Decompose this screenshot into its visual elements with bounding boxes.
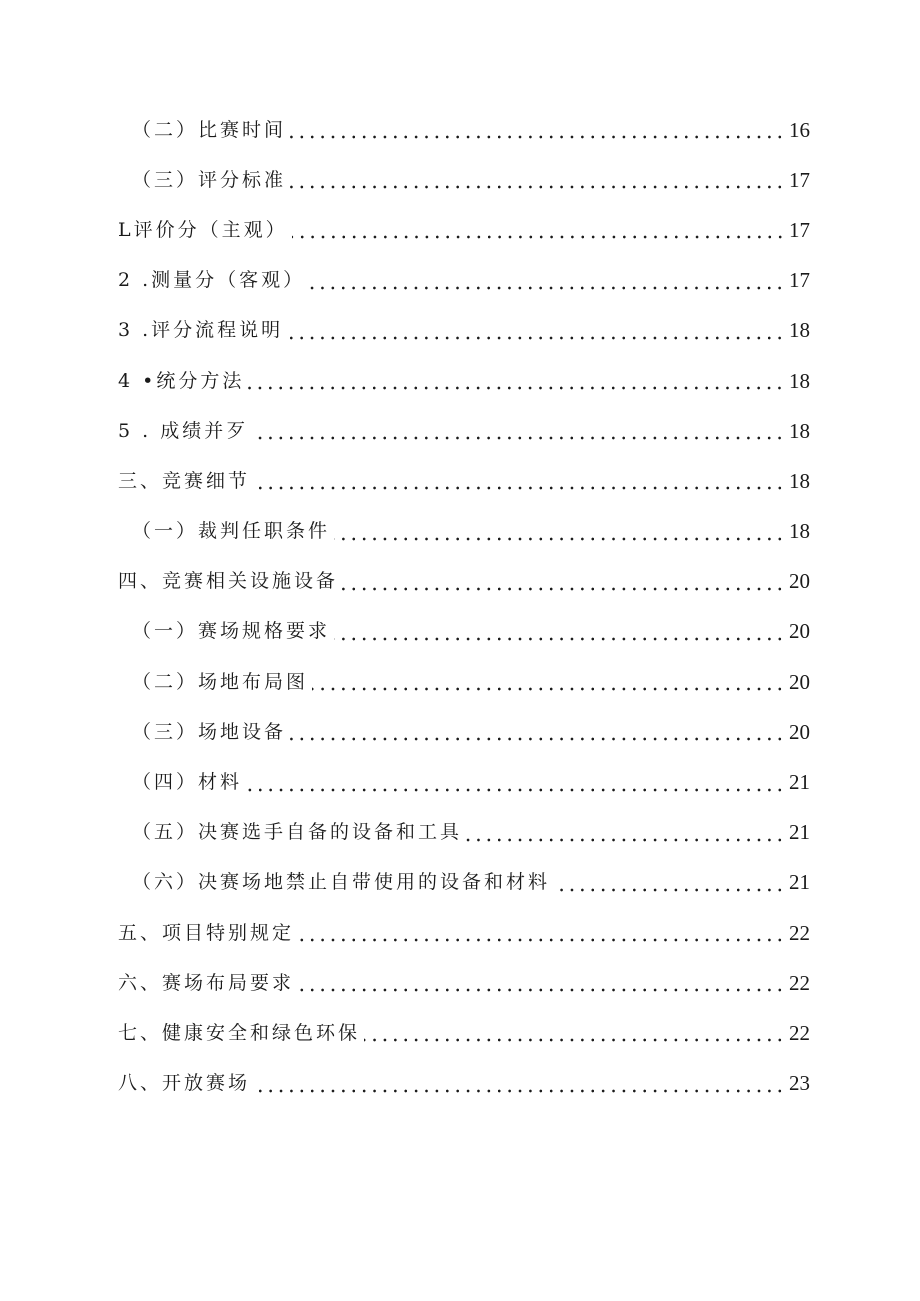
table-of-contents [0,105,920,1109]
toc-entry[interactable] [0,306,920,356]
toc-entry-title: （二）场地布局图 [132,670,309,693]
toc-entry-page-number: 16 [789,117,810,142]
toc-dot-leader [298,937,785,943]
toc-entry-page-number: 20 [789,569,810,594]
toc-entry-page-number: 20 [789,719,810,744]
toc-entry-page-number: 17 [789,167,810,192]
toc-entry[interactable] [0,607,920,657]
toc-entry-title: 5 . 成绩并歹 [118,419,249,442]
toc-entry-page-number: 18 [789,468,810,493]
toc-entry-title: （二）比赛时间 [132,118,287,141]
toc-dot-leader [246,787,785,793]
toc-entry-title: （三）评分标准 [132,168,287,191]
toc-dot-leader [364,1037,785,1043]
toc-entry[interactable] [0,1059,920,1109]
toc-entry-page-number: 18 [789,368,810,393]
toc-entry-title: 2 .测量分（客观） [118,269,306,292]
toc-entry-title: （三）场地设备 [132,720,287,743]
toc-entry-page-number: 22 [789,970,810,995]
toc-dot-leader [298,987,785,993]
toc-entry-title: 七、健康安全和绿色环保 [118,1021,361,1044]
toc-entry-page-number: 18 [789,318,810,343]
toc-dot-leader [287,335,785,341]
toc-entry-title: 3 .评分流程说明 [118,319,284,342]
toc-dot-leader [334,536,785,542]
toc-dot-leader [309,285,785,291]
toc-entry[interactable] [0,507,920,557]
toc-entry-title: （一）赛场规格要求 [132,620,331,643]
toc-entry[interactable] [0,858,920,908]
toc-entry-page-number: 18 [789,519,810,544]
toc-entry-title: （一）裁判任职条件 [132,520,331,543]
toc-entry[interactable] [0,105,920,155]
toc-dot-leader [466,837,785,843]
toc-entry-page-number: 21 [789,770,810,795]
toc-entry[interactable] [0,205,920,255]
toc-entry[interactable] [0,155,920,205]
toc-entry[interactable] [0,256,920,306]
toc-dot-leader [554,887,785,893]
toc-entry-page-number: 22 [789,1020,810,1045]
toc-dot-leader [248,385,785,391]
toc-dot-leader [334,636,785,642]
toc-entry[interactable] [0,958,920,1008]
toc-entry-page-number: 21 [789,870,810,895]
toc-entry-page-number: 17 [789,217,810,242]
toc-dot-leader [292,234,785,240]
toc-entry-title: 四、竞赛相关设施设备 [118,570,339,593]
toc-dot-leader [290,736,785,742]
toc-entry-title: 五、项目特别规定 [118,921,295,944]
toc-entry-title: L评价分（主观） [118,218,288,241]
toc-entry-title: 八、开放赛场 [118,1072,251,1095]
toc-entry[interactable] [0,657,920,707]
toc-dot-leader [290,134,785,140]
toc-dot-leader [254,485,785,491]
toc-dot-leader [290,184,785,190]
toc-entry[interactable] [0,456,920,506]
toc-entry[interactable] [0,808,920,858]
toc-entry[interactable] [0,707,920,757]
toc-entry-page-number: 20 [789,619,810,644]
toc-entry-page-number: 17 [789,268,810,293]
toc-dot-leader [312,686,785,692]
toc-entry-page-number: 23 [789,1071,810,1096]
toc-entry-title: （五）决赛选手自备的设备和工具 [132,821,463,844]
toc-entry[interactable] [0,757,920,807]
toc-entry-page-number: 20 [789,669,810,694]
toc-dot-leader [254,1088,785,1094]
toc-entry-title: （六）决赛场地禁止自带使用的设备和材料 [132,871,551,894]
toc-entry-title: 六、赛场布局要求 [118,971,295,994]
toc-dot-leader [342,586,785,592]
toc-entry[interactable] [0,908,920,958]
toc-entry[interactable] [0,356,920,406]
toc-entry-title: 4 •统分方法 [118,369,245,392]
toc-entry[interactable] [0,1008,920,1058]
toc-entry-page-number: 18 [789,418,810,443]
toc-dot-leader [252,435,785,441]
toc-entry-title: （四）材料 [132,771,243,794]
toc-entry[interactable] [0,557,920,607]
toc-entry-page-number: 22 [789,920,810,945]
toc-entry-page-number: 21 [789,820,810,845]
toc-entry-title: 三、竞赛细节 [118,469,251,492]
toc-entry[interactable] [0,406,920,456]
